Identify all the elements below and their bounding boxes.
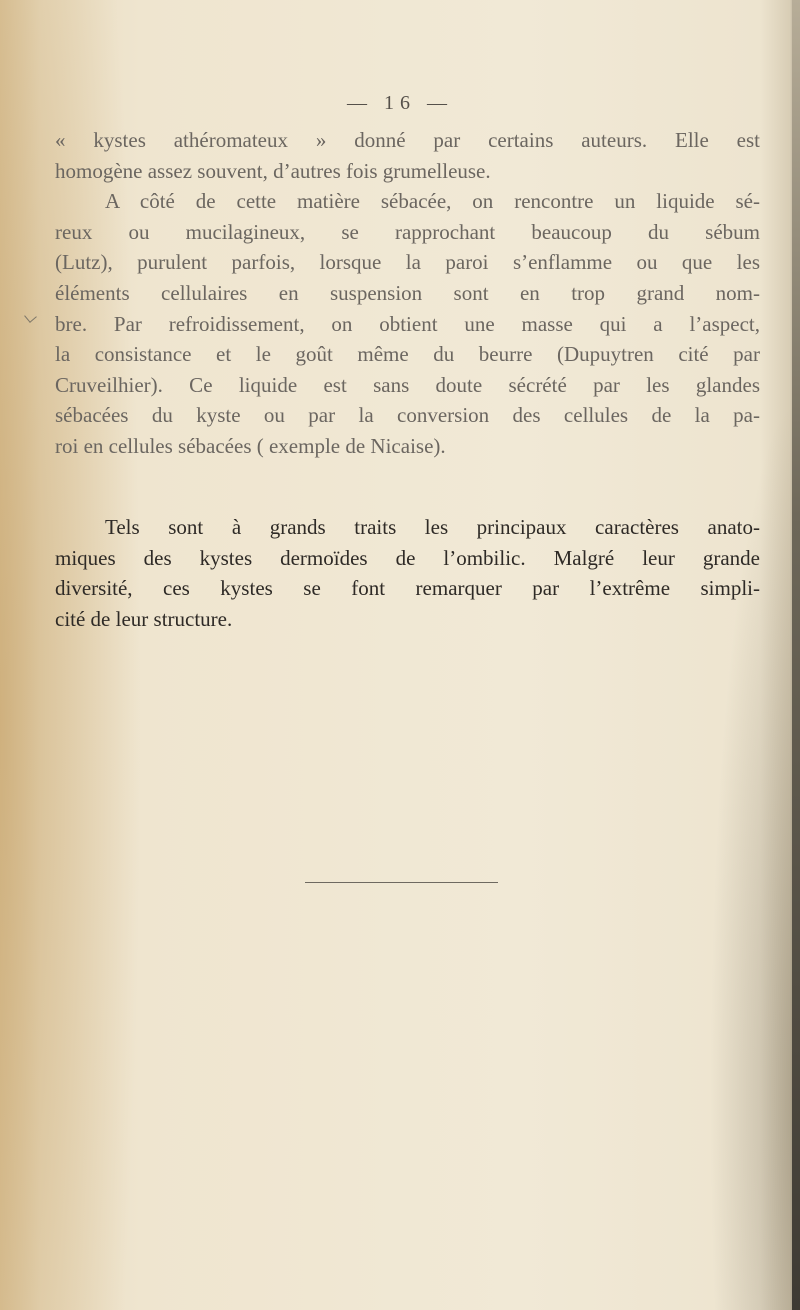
text-line: A côté de cette matière sébacée, on rencontre un liquide sé- [105, 189, 760, 214]
text-line: « kystes athéromateux » donné par certains auteurs. Elle est [55, 128, 760, 152]
text-line: bre. Par refroidissement, on obtient une masse qui a l’aspect, [55, 311, 760, 336]
text-line: reux ou mucilagineux, se rapprochant beaucoup du sébum [55, 219, 760, 244]
text-line: diversité, ces kystes se font remarquer par l’extrême simpli- [55, 576, 760, 601]
text-line: Tels sont à grands traits les principaux caractères anato- [105, 515, 760, 539]
paragraph-summary [55, 512, 760, 634]
text-line: Cruveilhier). Ce liquide est sans doute sécrété par les glandes [55, 372, 760, 397]
section-divider-rule [305, 882, 498, 883]
text-line: miques des kystes dermoïdes de l’ombilic. Malgré leur grande [55, 545, 760, 570]
text-line: roi en cellules sébacées ( exemple de Nicaise). [55, 433, 446, 458]
text-line: cité de leur structure. [55, 606, 233, 631]
text-line: éléments cellulaires en suspension sont en trop grand nom- [55, 280, 760, 305]
text-line: la consistance et le goût même du beurre (Dupuytren cité par [55, 342, 760, 367]
paragraph-cyst-contents [55, 125, 760, 462]
text-line: (Lutz), purulent parfois, lorsque la paroi s’enflamme ou que les [55, 250, 760, 275]
page-number: — 16 — [347, 92, 453, 114]
margin-check-mark [24, 310, 37, 323]
page-edge-shadow [792, 0, 800, 1310]
text-line: homogène assez souvent, d’autres fois grumelleuse. [55, 158, 491, 183]
text-line: sébacées du kyste ou par la conversion des cellules de la pa- [55, 403, 760, 428]
